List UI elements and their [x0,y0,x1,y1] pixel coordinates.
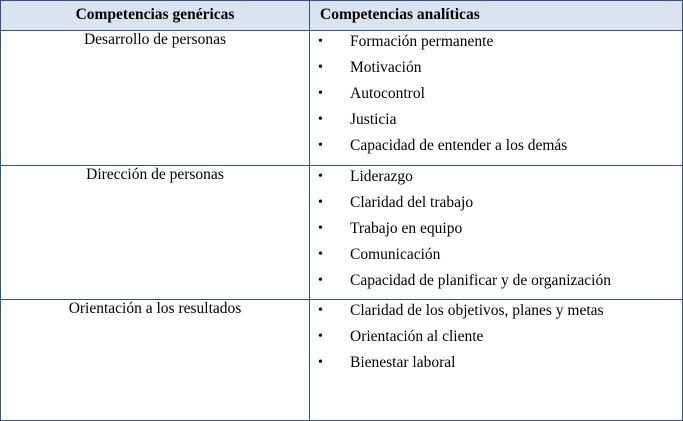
bullet-icon: • [318,329,323,344]
list-item-label: Formación permanente [350,33,494,50]
list-item-label: Orientación al cliente [350,328,484,345]
table-header-row [1,1,683,31]
list-item [310,31,682,53]
table-row [1,300,683,421]
list-item [310,300,682,322]
bullet-icon: • [318,168,323,184]
bullet-icon: • [318,138,323,153]
bullet-icon: • [318,194,323,210]
list-item [310,218,682,240]
analytic-list [310,300,682,374]
table-row [1,31,683,166]
list-item-label: Liderazgo [350,167,413,185]
list-item-label: Comunicación [350,245,441,263]
list-item-label: Motivación [350,59,422,76]
table-header [1,1,683,31]
list-item [310,166,682,188]
bullet-icon: • [318,355,323,370]
column-header-generic: Competencias genéricas [1,1,310,31]
analytic-competency-cell [310,300,683,421]
bullet-icon: • [318,34,323,49]
bullet-icon: • [318,112,323,127]
generic-competency-cell: Orientación a los resultados [1,300,310,421]
list-item-label: Trabajo en equipo [350,219,463,237]
bullet-icon: • [318,246,323,262]
list-item [310,270,680,292]
list-item [310,244,682,266]
list-item-label: Bienestar laboral [350,354,456,371]
list-item-label: Capacidad de planificar y de organización [350,271,611,289]
list-item [310,57,682,79]
list-item [310,135,682,157]
bullet-icon: • [318,60,323,75]
list-item-label: Capacidad de entender a los demás [350,137,568,154]
generic-competency-cell: Desarrollo de personas [1,31,310,166]
list-item [310,326,682,348]
analytic-competency-cell [310,31,683,166]
generic-competency-cell: Dirección de personas [1,165,310,300]
analytic-list [310,166,682,292]
list-item-label: Claridad del trabajo [350,193,474,211]
list-item-label: Claridad de los objetivos, planes y metas [350,302,604,319]
list-item-label: Justicia [350,111,397,128]
analytic-competency-cell [310,165,683,300]
bullet-icon: • [318,220,323,236]
table-body [1,31,683,421]
bullet-icon: • [318,303,323,318]
list-item [310,192,682,214]
list-item [310,83,682,105]
table-row [1,165,683,300]
column-header-analytic: Competencias analíticas [310,1,683,31]
list-item [310,352,682,374]
bullet-icon: • [318,272,323,288]
analytic-list [310,31,682,157]
list-item [310,109,682,131]
list-item-label: Autocontrol [350,85,425,102]
bullet-icon: • [318,86,323,101]
